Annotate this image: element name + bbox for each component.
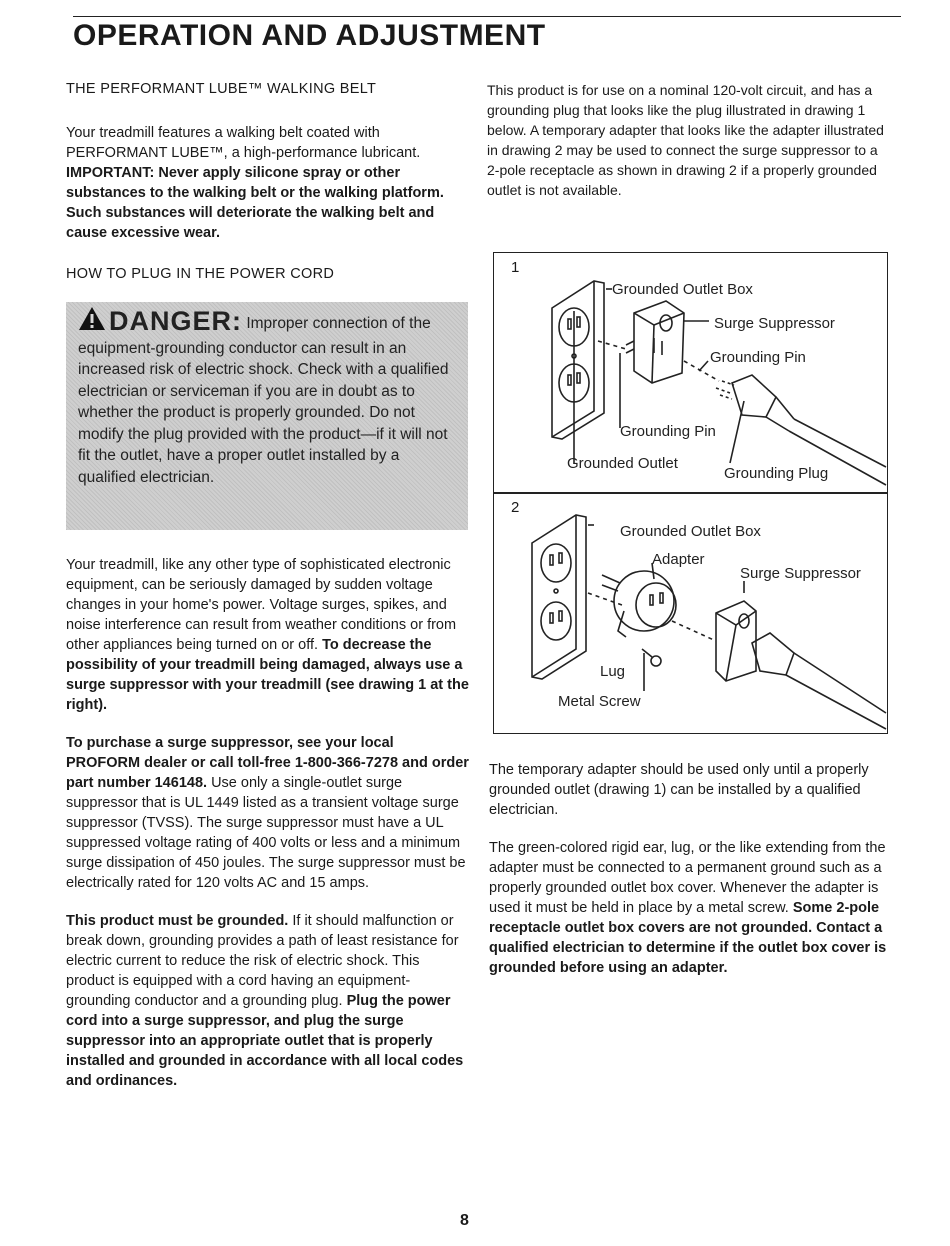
top-rule <box>73 16 901 17</box>
label-surge-suppressor-1: Surge Suppressor <box>714 315 835 332</box>
surge-p1-bold: To decrease the possibility of your treadmill being damaged, always use a surge suppressor with your treadmill (see drawing 1 at the right). <box>66 637 469 713</box>
drawing-1-number: 1 <box>511 259 520 276</box>
belt-heading: THE PERFORMANT LUBE™ WALKING BELT <box>66 81 377 97</box>
drawing-2 <box>493 492 888 734</box>
label-surge-suppressor-2: Surge Suppressor <box>740 565 861 582</box>
label-grounding-pin-1: Grounding Pin <box>710 349 806 366</box>
ground-text: If it should malfunction or break down, grounding provides a path of least resistance for electric current to reduce the risk of electric shock. This product is equipped with a cord having an equipment-grounding conductor and a grounding plug. <box>66 913 459 1009</box>
belt-text: Your treadmill features a walking belt coated with PERFORMANT LUBE™, a high-performance lubricant. <box>66 125 421 161</box>
surge-p2-text: Use only a single-outlet surge suppressor that is UL 1449 listed as a transient voltage surge suppressor (TVSS). The surge suppressor must have a UL suppressed voltage rating of 400 volts or less and a minimum surge dissipation of 450 joules. The surge suppressor must be electrically rated for 120 volts AC and 15 amps. <box>66 775 466 891</box>
left-column-lower <box>66 555 470 1091</box>
ground-paragraph <box>66 911 470 1091</box>
belt-paragraph <box>66 123 470 243</box>
danger-box <box>66 302 468 530</box>
surge-p2-bold: To purchase a surge suppressor, see your local PROFORM dealer or call toll-free 1-800-366-7278 and order part number 146148. <box>66 735 469 791</box>
drawing-2-number: 2 <box>511 499 520 516</box>
plug-heading: HOW TO PLUG IN THE POWER CORD <box>66 266 335 282</box>
danger-text: Improper connection of the equipment-grounding conductor can result in an increased risk of electric shock. Check with a qualified electrician or serviceman if you are in doubt as to whether the product is properly grounded. Do not modify the plug provided with the product—if it will not fit the outlet, have a proper outlet installed by a qualified electrician. <box>78 315 449 486</box>
ground-bold-a: This product must be grounded. <box>66 913 289 929</box>
label-grounding-pin-2: Grounding Pin <box>620 423 716 440</box>
label-metal-screw: Metal Screw <box>558 693 641 710</box>
intro-paragraph: This product is for use on a nominal 120-volt circuit, and has a grounding plug that looks like the plug illustrated in drawing 1 below. A temporary adapter that looks like the adapter illustrated in drawing 2 may be used to connect the surge suppressor to a 2-pole receptacle as shown in drawing 2 if a properly grounded outlet is not available. <box>487 82 884 198</box>
left-column <box>66 80 470 284</box>
belt-important: IMPORTANT: Never apply silicone spray or other substances to the walking belt or the walking platform. Such substances will deteriorate the walking belt and cause excessive wear. <box>66 165 444 241</box>
page-number: 8 <box>460 1212 469 1229</box>
label-grounded-outlet: Grounded Outlet <box>567 455 678 472</box>
warning-triangle-icon <box>78 306 106 338</box>
label-grounding-plug: Grounding Plug <box>724 465 829 482</box>
green-ear-paragraph <box>489 838 894 978</box>
surge-p1-text: Your treadmill, like any other type of sophisticated electronic equipment, can be seriously damaged by sudden voltage changes in your home's power. Voltage surges, spikes, and noise interference can result from weather conditions or from other appliances being turned on or off. <box>66 557 457 653</box>
danger-word: DANGER: <box>109 306 242 336</box>
label-adapter: Adapter <box>652 551 705 568</box>
ground-bold-c: Plug the power cord into a surge suppressor, and plug the surge suppressor into an appropriate outlet that is properly installed and grounded in accordance with all local codes and ordinances. <box>66 993 464 1089</box>
label-grounded-outlet-box-2: Grounded Outlet Box <box>620 523 761 540</box>
right-column <box>487 80 887 200</box>
page-title: OPERATION AND ADJUSTMENT <box>73 19 546 52</box>
green-ear-text: The green-colored rigid ear, lug, or the like extending from the adapter must be connected to a permanent ground such as a properly grounded outlet box cover. Whenever the adapter is used it must be held in place by a metal screw. <box>489 840 886 916</box>
label-lug: Lug <box>600 663 626 680</box>
right-column-lower <box>489 760 894 978</box>
temp-adapter-paragraph: The temporary adapter should be used only until a properly grounded outlet (drawing 1) can be installed by a qualified electrician. <box>489 762 869 818</box>
green-ear-bold: Some 2-pole receptacle outlet box covers are not grounded. Contact a qualified electrician to determine if the outlet box cover is grounded before using an adapter. <box>489 900 887 976</box>
surge-paragraph-1 <box>66 555 470 715</box>
label-grounded-outlet-box-1: Grounded Outlet Box <box>612 281 753 298</box>
drawing-1 <box>493 252 888 494</box>
surge-paragraph-2 <box>66 733 470 893</box>
